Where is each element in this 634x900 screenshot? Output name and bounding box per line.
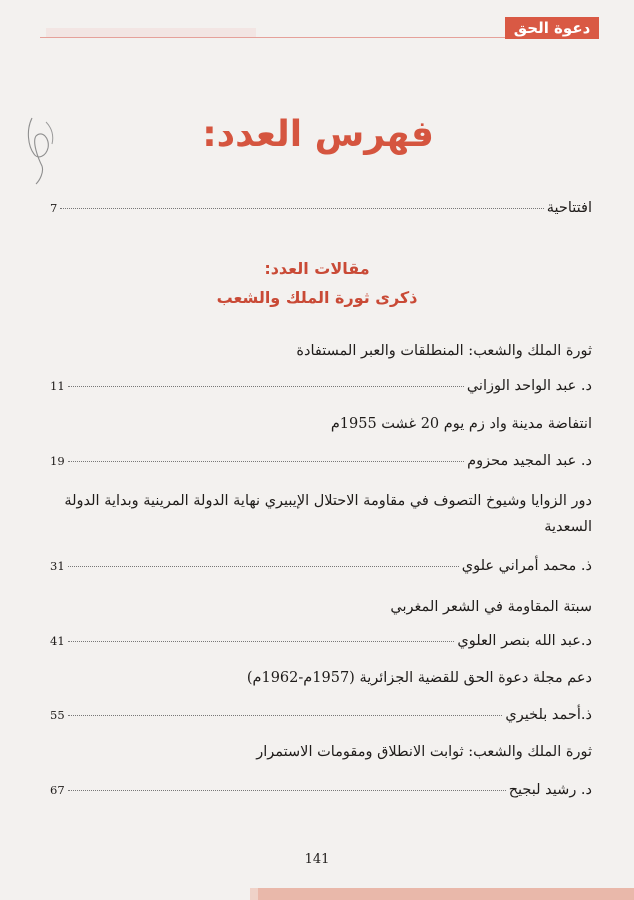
header-ghost-text <box>46 28 256 37</box>
page-ref: 55 <box>50 708 65 722</box>
leader-dots <box>68 715 503 716</box>
page-number: 141 <box>304 852 330 867</box>
brand-logo: دعوة الحق <box>505 17 599 39</box>
page-ref: 41 <box>50 634 65 648</box>
article-author-row <box>50 633 592 649</box>
header-rule <box>40 37 516 38</box>
page-ref: 7 <box>50 201 58 215</box>
article-author: د. عبد المجيد محزوم <box>467 453 592 469</box>
article-title: دعم مجلة دعوة الحق للقضية الجزائرية (1957م-1962م) <box>246 670 592 686</box>
article-author: د. عبد الواحد الوزاني <box>466 378 592 394</box>
page-ref: 67 <box>50 783 65 797</box>
article-title: ثورة الملك والشعب: ثوابت الانطلاق ومقومات الاستمرار <box>256 744 592 760</box>
section-subheading: ذكرى ثورة الملك والشعب <box>216 288 418 307</box>
page-ref: 11 <box>50 379 65 393</box>
article-title: ثورة الملك والشعب: المنطلقات والعبر المستفادة <box>296 343 592 359</box>
article-author: ذ. محمد أمراني علوي <box>461 558 592 574</box>
article-author-row <box>50 378 592 394</box>
page-ref: 31 <box>50 559 65 573</box>
leader-dots <box>68 461 465 462</box>
toc-entry-opening <box>50 200 592 216</box>
handwritten-mark-icon <box>22 110 62 190</box>
footer-band <box>0 888 634 900</box>
article-title: سبتة المقاومة في الشعر المغربي <box>390 599 592 615</box>
article-author-row <box>50 453 592 469</box>
section-heading: مقالات العدد: <box>264 259 370 278</box>
article-title: انتفاضة مدينة واد زم يوم 20 غشت 1955م <box>330 416 592 432</box>
leader-dots <box>68 790 506 791</box>
article-author: د. رشيد لبجيح <box>508 782 592 798</box>
leader-dots <box>68 566 459 567</box>
page-title: فهرس العدد: <box>202 114 434 155</box>
article-author: ذ.أحمد بلخيري <box>505 707 592 723</box>
article-author: د.عبد الله بنصر العلوي <box>457 633 592 649</box>
article-author-row <box>50 558 592 574</box>
entry-label: افتتاحية <box>546 200 592 216</box>
leader-dots <box>68 386 464 387</box>
article-title: دور الزوايا وشيوخ التصوف في مقاومة الاحتلال الإيبيري نهاية الدولة المرينية وبداية الدولة السعدية <box>64 493 592 535</box>
leader-dots <box>68 641 455 642</box>
article-author-row <box>50 782 592 798</box>
page-ref: 19 <box>50 454 65 468</box>
leader-dots <box>60 208 543 209</box>
article-author-row <box>50 707 592 723</box>
